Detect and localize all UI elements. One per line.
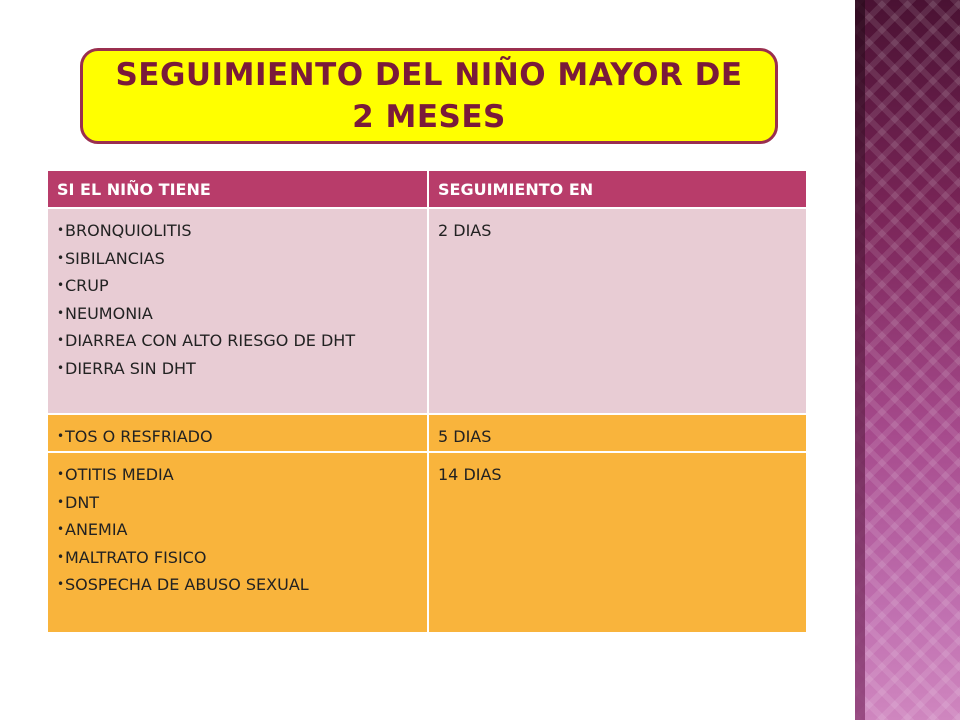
list-item: • TOS O RESFRIADO [57,423,418,451]
conditions-list [57,423,418,451]
conditions-list [57,217,418,382]
followup-table [48,171,806,632]
list-item: • DIARREA CON ALTO RIESGO DE DHT [57,327,418,355]
table-row [48,452,806,632]
conditions-list [57,461,418,599]
followup-value: 14 DIAS [438,465,502,484]
conditions-cell [48,414,428,452]
followup-cell [428,452,806,632]
list-item: • SIBILANCIAS [57,245,418,273]
list-item: • SOSPECHA DE ABUSO SEXUAL [57,571,418,599]
list-item: • DNT [57,489,418,517]
table-row [48,208,806,414]
list-item: • CRUP [57,272,418,300]
list-item: • OTITIS MEDIA [57,461,418,489]
list-item: • BRONQUIOLITIS [57,217,418,245]
followup-cell [428,208,806,414]
list-item: • NEUMONIA [57,300,418,328]
followup-cell [428,414,806,452]
followup-value: 2 DIAS [438,221,492,240]
followup-value: 5 DIAS [438,427,492,446]
header-condition: SI EL NIÑO TIENE [48,171,428,208]
decorative-side-panel [855,0,960,720]
title-banner [80,48,778,144]
list-item: • ANEMIA [57,516,418,544]
table-row [48,414,806,452]
table-header-row [48,171,806,208]
header-followup: SEGUIMIENTO EN [428,171,806,208]
list-item: • MALTRATO FISICO [57,544,418,572]
list-item: • DIERRA SIN DHT [57,355,418,383]
page-title: SEGUIMIENTO DEL NIÑO MAYOR DE 2 MESES [115,57,743,135]
conditions-cell [48,208,428,414]
conditions-cell [48,452,428,632]
